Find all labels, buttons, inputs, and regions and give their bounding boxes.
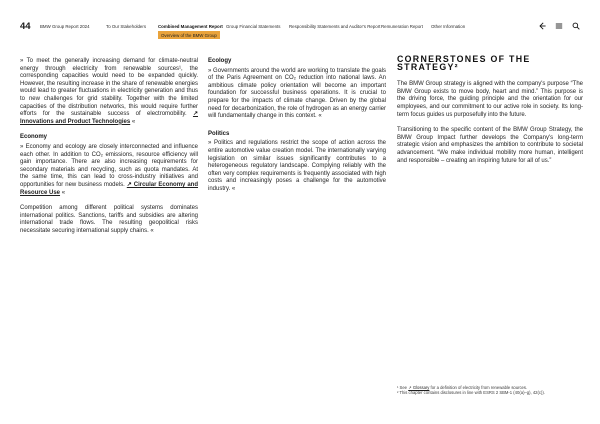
- paragraph-energy-demand-suffix: «: [130, 118, 136, 125]
- subheading-politics: Politics: [208, 130, 230, 137]
- nav-item-remuneration-report[interactable]: Remuneration Report: [381, 24, 423, 29]
- nav-item-responsibility-statements[interactable]: Responsibility Statements and Auditor's Report: [289, 24, 381, 29]
- link-circular-economy-and-resource-use[interactable]: ↗ Circular Economy and Resource Use: [20, 181, 198, 196]
- header-icons: [538, 22, 580, 30]
- paragraph-bmw-group-impact: Transitioning to the specific content of the BMW Group Strategy, the BMW Group Impact further develops the Company's long-term strategic vision and emphasizes the ambition to contribute to societal advancement. “We make individual mobility more human, intelligent and responsible – creating an inspiring future for all of us.”: [397, 127, 583, 164]
- paragraph-ecology: » Governments around the world are working to translate the goals of the Paris Agreement on CO₂ reduction into national laws. An ambitious climate policy orientation will become an important foundation for successful business operations. It is crucial to prepare for the impacts of climate change. Driven by the global need for decarbonization, the role of hydrogen as an energy carrier will fundamentally change in this context. «: [208, 67, 386, 120]
- paragraph-geopolitics: Competition among different political systems dominates international politics. Sanctions, tariffs and subsidies are altering international trade flows. The resulting geopolitical risks necessitate securing international supply chains. «: [20, 205, 198, 234]
- back-arrow-icon[interactable]: [538, 22, 546, 30]
- subheading-economy: Economy: [20, 134, 48, 141]
- column-environment-energy: [20, 58, 198, 243]
- subheading-ecology: Ecology: [208, 58, 232, 64]
- nav-item-other-information[interactable]: Other Information: [431, 24, 466, 29]
- paragraph-economy: [20, 144, 198, 197]
- nav-item-to-our-stakeholders[interactable]: To Our Stakeholders: [106, 24, 147, 29]
- footnotes: [397, 385, 587, 396]
- footnote-2: ² This chapter contains disclosures in line with ESRS 2 SBM-1 (40(a)–g), 42(c)).: [397, 390, 545, 396]
- menu-icon[interactable]: [555, 22, 563, 30]
- link-glossary[interactable]: ↗ Glossary: [408, 385, 430, 390]
- nav-item-group-financial-statements[interactable]: Group Financial Statements: [226, 24, 281, 29]
- paragraph-economy-suffix: «: [60, 189, 66, 196]
- page-number: 44: [20, 21, 31, 32]
- paragraph-energy-demand-text: » To meet the generally increasing demand for climate-neutral energy through electricity from renewable sources¹, the corresponding capacities would need to be expanded quickly. However, the resulting increase in the share of renewable energies would lead to greater fluctuations in electricity generation and thus to new challenges for grid stability. Together with the limited capacities of the distribution networks, this would require further efforts for the sustainable success of electromobility.: [20, 58, 198, 118]
- footnote-1-post: for a definition of electricity from renewable sources.: [429, 385, 528, 390]
- column-ecology-politics: [208, 58, 386, 202]
- paragraph-politics: » Politics and regulations restrict the scope of action across the entire automotive value creation model. The internationally varying legislation on similar issues significantly contributes to a heterogeneous regulatory landscape. Complying reliably with the often very complex requirements is frequently associated with high costs and increasingly poses a challenge for the automotive industry. «: [208, 140, 386, 192]
- subnav-tab-overview-of-the-bmw-group[interactable]: Overview of the BMW Group: [158, 31, 220, 39]
- paragraph-economy-text: » Economy and ecology are closely interconnected and influence each other. In addition to CO₂ emissions, resource efficiency will gain importance. There are also increasing requirements for secondary materials and recycling, such as quota mandates. At the same time, this can lead to cross-industry initiatives and opportunities for new business models.: [20, 143, 198, 188]
- nav-item-report-title[interactable]: BMW Group Report 2024: [40, 24, 90, 29]
- column-cornerstones-of-the-strategy: [397, 56, 583, 173]
- paragraph-strategy-purpose: The BMW Group strategy is aligned with the company's purpose “The BMW Group exists to move body, heart and mind.” This purpose is the driving force, the guiding principle and the orientation for our employees, and our commitment to our active role in society. Its long-term focus guides us purposefully into the future.: [397, 81, 583, 118]
- search-icon[interactable]: [572, 22, 580, 30]
- section-heading-cornerstones-of-the-strategy: CORNERSTONES OF THE STRATEGY²: [397, 54, 531, 72]
- footnote-1-pre: ¹ See: [397, 385, 409, 390]
- paragraph-energy-demand: [20, 58, 198, 126]
- link-innovations-and-product-technologies[interactable]: ↗ Innovations and Product Technologies: [20, 111, 198, 125]
- nav-item-combined-management-report[interactable]: Combined Management Report: [158, 24, 223, 29]
